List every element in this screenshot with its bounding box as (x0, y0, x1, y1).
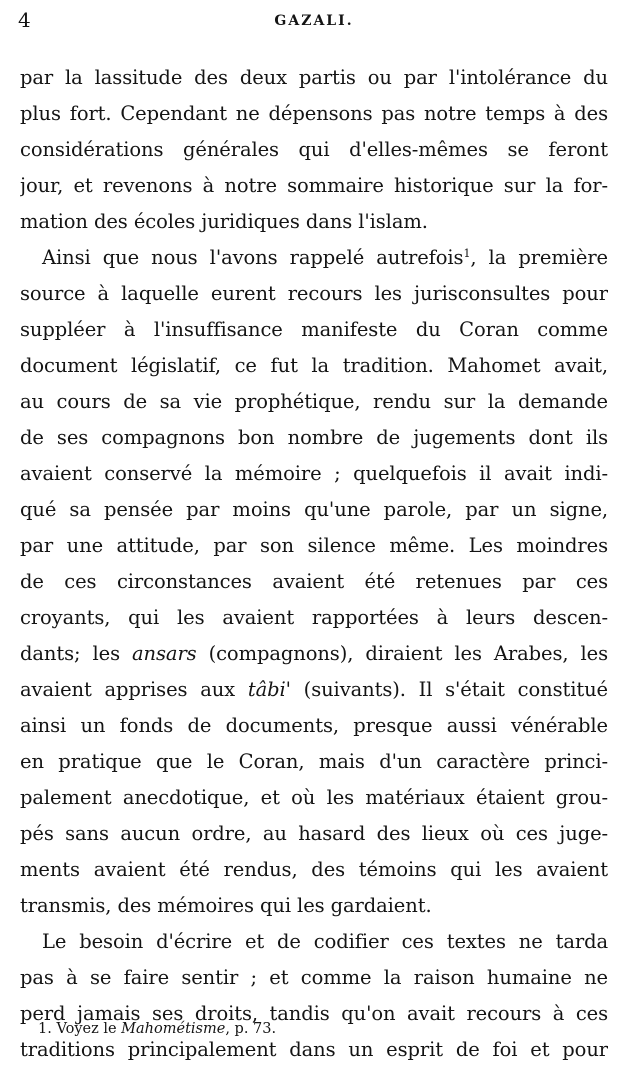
text-line: ainsi un fonds de documents, presque aussi vénérable (20, 714, 608, 737)
text-segment: avaient apprises aux (20, 678, 236, 701)
text-line: de ces circonstances avaient été retenues par ces (20, 570, 608, 593)
text-segment: Ainsi que nous l'avons rappelé autrefois (42, 246, 464, 269)
footnote-marker: 1. (38, 1021, 52, 1037)
running-head: GAZALI. (274, 13, 354, 29)
footnote-title: Mahométisme (121, 1021, 226, 1037)
text-line: pas à se faire sentir ; et comme la raison humaine ne (20, 966, 608, 989)
text-line: mation des écoles juridiques dans l'islam. (20, 210, 428, 233)
italic-term: ansars (132, 642, 197, 665)
footnote-text: Voyez le (51, 1021, 122, 1037)
text-line: plus fort. Cependant ne dépensons pas notre temps à des (20, 102, 608, 125)
text-line: perd jamais ses droits, tandis qu'on avait recours à ces (20, 1002, 608, 1025)
text-segment: , la première (470, 246, 608, 269)
text-line: avaient conservé la mémoire ; quelquefois il avait indi- (20, 462, 608, 485)
body-text (20, 60, 608, 1068)
text-segment: (compagnons), diraient les Arabes, les (196, 642, 608, 665)
text-line: suppléer à l'insuffisance manifeste du Coran comme (20, 318, 608, 341)
text-line: qué sa pensée par moins qu'une parole, par un signe, (20, 498, 608, 521)
text-line (20, 672, 608, 708)
text-line: considérations générales qui d'elles-mêmes se feront (20, 138, 608, 161)
text-line: par une attitude, par son silence même. Les moindres (20, 534, 608, 557)
text-line: source à laquelle eurent recours les jurisconsultes pour (20, 282, 608, 305)
text-line: jour, et revenons à notre sommaire historique sur la for- (20, 174, 608, 197)
page-number: 4 (18, 8, 31, 32)
text-segment: dants; les (20, 642, 120, 665)
text-line (20, 240, 608, 276)
text-line: de ses compagnons bon nombre de jugements dont ils (20, 426, 608, 449)
text-line: transmis, des mémoires qui les gardaient. (20, 894, 432, 917)
text-line: traditions principalement dans un esprit de foi et pour (20, 1038, 608, 1061)
text-line (20, 636, 608, 672)
footnote (38, 1018, 276, 1040)
footnote-text: , p. 73. (225, 1021, 277, 1037)
page-header (18, 6, 610, 36)
text-segment: (suivants). Il s'était constitué (290, 678, 608, 701)
text-line: Le besoin d'écrire et de codifier ces textes ne tarda (42, 930, 608, 953)
text-line: au cours de sa vie prophétique, rendu sur la demande (20, 390, 608, 413)
text-line: par la lassitude des deux partis ou par l'intolérance du (20, 66, 608, 89)
text-line: pés sans aucun ordre, au hasard des lieux où ces juge- (20, 822, 608, 845)
text-line: palement anecdotique, et où les matériaux étaient grou- (20, 786, 608, 809)
footnote-reference: 1 (463, 247, 471, 260)
text-line: croyants, qui les avaient rapportées à leurs descen- (20, 606, 608, 629)
text-line: ments avaient été rendus, des témoins qui les avaient (20, 858, 608, 881)
text-line: en pratique que le Coran, mais d'un caractère princi- (20, 750, 608, 773)
text-line: document législatif, ce fut la tradition. Mahomet avait, (20, 354, 608, 377)
italic-term: tâbi' (247, 678, 291, 701)
